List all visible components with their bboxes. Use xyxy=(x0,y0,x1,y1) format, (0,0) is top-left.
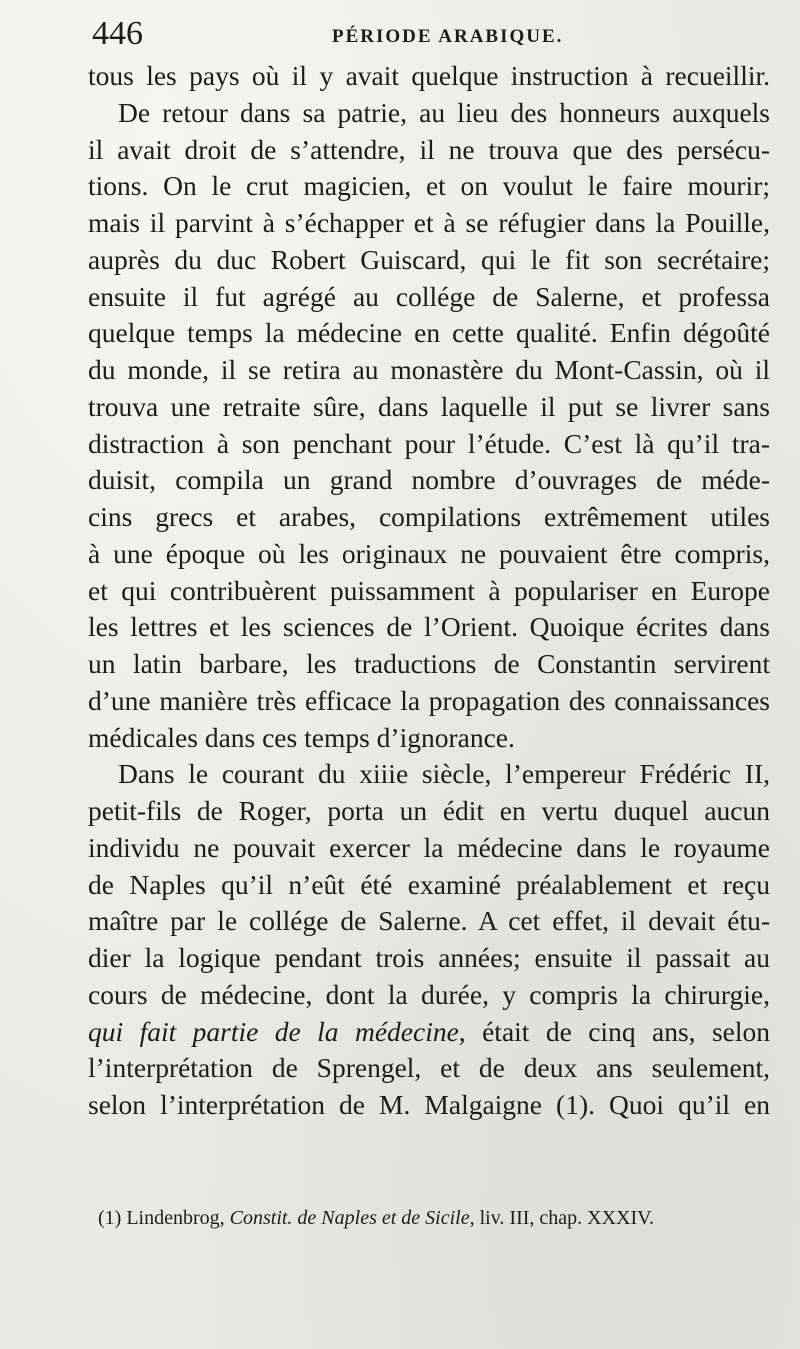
text-line: ensuite il fut agrégé au collége de Salerne, et professa xyxy=(88,280,770,312)
text-line: trouva une retraite sûre, dans laquelle il put se livrer sans xyxy=(88,390,770,422)
text-line: tions. On le crut magicien, et on voulut le faire mourir; xyxy=(88,170,770,202)
text-line: cours de médecine, dont la durée, y compris la chirurgie, xyxy=(88,978,770,1010)
text-line: duisit, compila un grand nombre d’ouvrages de méde- xyxy=(88,464,770,496)
running-head: PÉRIODE ARABIQUE. xyxy=(332,26,564,47)
text-line: maître par le collége de Salerne. A cet effet, il devait étu- xyxy=(88,905,770,937)
footnote-author: Lindenbrog, xyxy=(121,1207,230,1229)
text-line: d’une manière très efficace la propagation des connaissances xyxy=(88,684,770,716)
text-line-italic xyxy=(88,1014,770,1051)
text-line: Dans le courant du xiiie siècle, l’empereur Frédéric II, xyxy=(118,758,770,790)
text-line: mais il parvint à s’échapper et à se réfugier dans la Pouille, xyxy=(88,207,770,238)
text-line: à une époque où les originaux ne pouvaient être compris, xyxy=(88,537,770,569)
text-line: distraction à son penchant pour l’étude. C’est là qu’il tra- xyxy=(88,427,770,459)
text-line: dier la logique pendant trois années; ensuite il passait au xyxy=(88,942,770,973)
page-number: 446 xyxy=(92,15,143,52)
text-line: auprès du duc Robert Guiscard, qui le fit son secrétaire; xyxy=(88,243,770,275)
text-line: un latin barbare, les traductions de Constantin servirent xyxy=(88,648,770,679)
text-line: l’interprétation de Sprengel, et de deux ans seulement, xyxy=(88,1052,770,1084)
text-line: les lettres et les sciences de l’Orient. Quoique écrites dans xyxy=(88,611,770,643)
body-text xyxy=(88,58,770,1124)
text-line: cins grecs et arabes, compilations extrêmement utiles xyxy=(88,501,770,532)
text-line: petit-fils de Roger, porta un édit en vertu duquel aucun xyxy=(88,795,770,826)
text-line: médicales dans ces temps d’ignorance. xyxy=(88,721,515,753)
text-line: il avait droit de s’attendre, il ne trouva que des persécu- xyxy=(88,133,770,165)
text-line: selon l’interprétation de M. Malgaigne (1). Quoi qu’il en xyxy=(88,1089,770,1120)
line-rest: était de cinq ans, selon xyxy=(465,1015,771,1047)
text-line: et qui contribuèrent puissamment à populariser en Europe xyxy=(88,574,770,606)
footnote xyxy=(98,1204,766,1232)
footnote-rest: , liv. III, chap. XXXIV. xyxy=(469,1207,655,1229)
footnote-title: Constit. de Naples et de Sicile xyxy=(229,1207,470,1229)
text-line: de Naples qu’il n’eût été examiné préalablement et reçu xyxy=(88,868,770,900)
text-line: individu ne pouvait exercer la médecine dans le royaume xyxy=(88,831,770,863)
text-line: quelque temps la médecine en cette qualité. Enfin dégoûté xyxy=(88,317,770,349)
italic-phrase: qui fait partie de la médecine, xyxy=(88,1015,466,1047)
page-header xyxy=(92,14,760,54)
text-line: tous les pays où il y avait quelque instruction à recueillir. xyxy=(88,60,770,91)
footnote-marker: (1) xyxy=(98,1207,122,1229)
text-line: De retour dans sa patrie, au lieu des honneurs auxquels xyxy=(118,96,770,128)
text-line: du monde, il se retira au monastère du Mont-Cassin, où il xyxy=(88,354,770,385)
